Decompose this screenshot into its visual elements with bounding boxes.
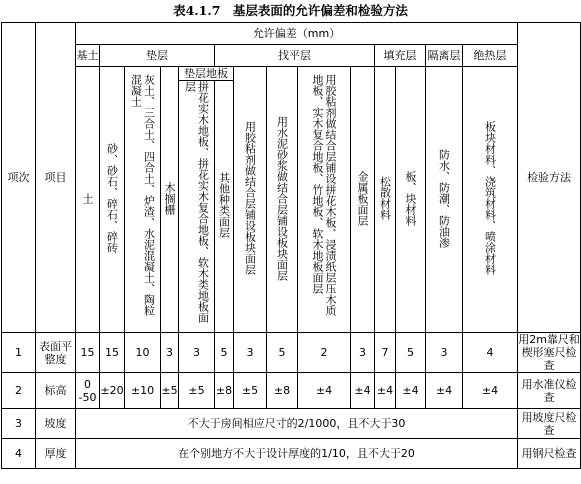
subcol-1: 砂、砂石、碎石、碎砖 [100, 67, 125, 333]
cell-value: ±8 [267, 373, 298, 409]
row-index: 2 [2, 373, 36, 409]
row-item: 标高 [36, 373, 76, 409]
group-tianchongceng: 填充层 [375, 45, 426, 67]
subcol-7: 用水泥砂浆做结合层铺设板块面层 [267, 67, 298, 333]
cell-value: ±4 [351, 373, 375, 409]
cell-value: 3 [426, 333, 463, 373]
cell-value: ±4 [463, 373, 518, 409]
cell-value: 0 -50 [76, 373, 100, 409]
cell-value: ±4 [298, 373, 351, 409]
subcol-9: 金属板面层 [351, 67, 375, 333]
subcol-13: 板块材料、浇筑材料、喷涂材料 [463, 67, 518, 333]
subcol-12: 防水、防潮、防油渗 [426, 67, 463, 333]
row-method: 用坡度尺检查 [518, 409, 581, 439]
group-dianceng: 垫层 [100, 45, 215, 67]
cell-value: ±4 [426, 373, 463, 409]
group-jitu: 基土 [76, 45, 100, 67]
cell-value: ±5 [161, 373, 179, 409]
header-col-index: 项次 [2, 23, 36, 333]
subcol-11: 板、块材料 [396, 67, 426, 333]
group-zhaopingceng: 找平层 [215, 45, 375, 67]
cell-value: ±5 [179, 373, 215, 409]
cell-value: 5 [215, 333, 234, 373]
cell-value: ±10 [125, 373, 161, 409]
table-title: 表4.1.7 基层表面的允许偏差和检验方法 [173, 3, 408, 18]
subcol-8: 用胶粘剂做结合层铺设拼花木板、浸渍纸层压木质地板、实木复合地板、竹地板、软木地板面层 [298, 67, 351, 333]
cell-value: ±8 [215, 373, 234, 409]
cell-value: 10 [125, 333, 161, 373]
row-index: 4 [2, 439, 36, 469]
row-index: 1 [2, 333, 36, 373]
header-method: 检验方法 [518, 23, 581, 333]
row-item: 厚度 [36, 439, 76, 469]
header-col-item: 项目 [36, 23, 76, 333]
merged-value: 在个别地方不大于设计厚度的1/10，且不大于20 [76, 439, 518, 469]
cell-value: ±20 [100, 373, 125, 409]
cell-value: 7 [375, 333, 396, 373]
subcol-0: 土 [76, 67, 100, 333]
cell-value: 3 [179, 333, 215, 373]
group-dianceng-diban: 垫层地板 [179, 67, 234, 81]
subcol-2: 灰土、三合土、四合土、炉渣、水泥混凝土、陶粒混凝土 [125, 67, 161, 333]
group-juereceng: 绝热层 [463, 45, 518, 67]
subcol-5: 其他种类面层 [215, 81, 234, 333]
cell-value: 15 [100, 333, 125, 373]
cell-value: 3 [234, 333, 267, 373]
cell-value: ±4 [396, 373, 426, 409]
header-allow-dev: 允许偏差（mm） [76, 23, 518, 45]
cell-value: 15 [76, 333, 100, 373]
cell-value: ±4 [375, 373, 396, 409]
row-item: 表面平整度 [36, 333, 76, 373]
cell-value: ±5 [234, 373, 267, 409]
merged-value: 不大于房间相应尺寸的2/1000，且不大于30 [76, 409, 518, 439]
row-method: 用水准仪检查 [518, 373, 581, 409]
table-row [2, 409, 581, 439]
group-gelice: 隔离层 [426, 45, 463, 67]
cell-value: 3 [351, 333, 375, 373]
cell-value: 3 [161, 333, 179, 373]
row-method: 用钢尺检查 [518, 439, 581, 469]
subcol-6: 用胶粘剂做结合层铺设板块面层 [234, 67, 267, 333]
tolerance-table [1, 22, 581, 469]
table-row [2, 439, 581, 469]
row-item: 坡度 [36, 409, 76, 439]
table-row [2, 333, 581, 373]
row-index: 3 [2, 409, 36, 439]
subcol-4: 拼花实木地板、拼花实木复合地板、软木类地板面层 [179, 81, 215, 333]
cell-value: 5 [396, 333, 426, 373]
cell-value: 4 [463, 333, 518, 373]
cell-value: 2 [298, 333, 351, 373]
table-row [2, 373, 581, 409]
subcol-3: 木搁栅 [161, 67, 179, 333]
row-method: 用2m靠尺和楔形塞尺检查 [518, 333, 580, 372]
subcol-10: 松散材料 [375, 67, 396, 333]
cell-value: 5 [267, 333, 298, 373]
